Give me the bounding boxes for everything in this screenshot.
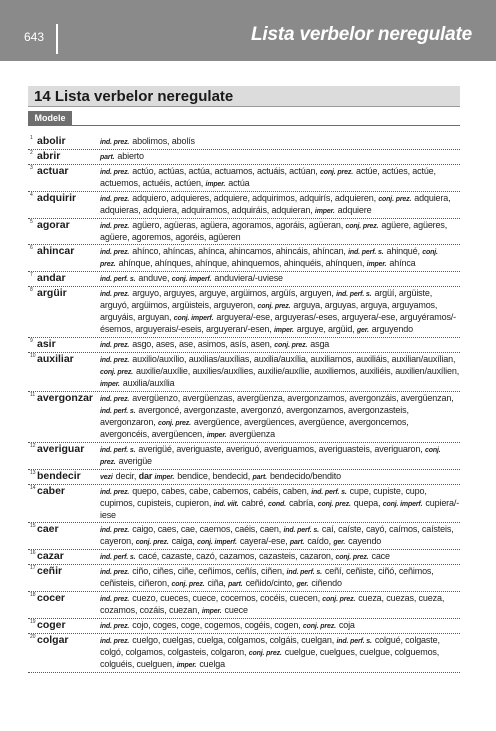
tense-tag: conj. prez. <box>135 539 169 546</box>
verb-entry <box>28 565 460 592</box>
verb-headword: caber <box>37 485 66 497</box>
conjugated-forms: actúo, actúas, actúa, actuamos, actuáis, actúan, <box>132 166 318 176</box>
conjugated-forms: ahínque, ahínques, ahínque, ahinquemos, ahinquéis, ahínquen, <box>118 258 365 268</box>
conjugated-forms: ceñido/cinto, <box>245 578 295 588</box>
conjugated-forms: avergüenzo, avergüenzas, avergüenza, avergonzamos, avergonzáis, avergüenzan, <box>132 393 454 403</box>
entry-number: 18 <box>30 592 36 598</box>
verb-forms <box>100 471 460 483</box>
entry-number: 9 <box>30 338 33 344</box>
conjugated-forms: auxilia/auxília <box>122 378 175 388</box>
tense-tag: ind. prez. <box>100 569 130 576</box>
form-segment <box>100 220 343 230</box>
verb-list <box>28 135 460 673</box>
conjugated-forms: ciñendo <box>311 578 342 588</box>
form-segment <box>133 536 194 546</box>
form-segment <box>100 193 376 203</box>
conjugated-forms: ahínco, ahíncas, ahínca, ahincamos, ahincáis, ahíncan, <box>132 246 346 256</box>
tense-tag: conj. prez. <box>248 650 282 657</box>
verb-entry <box>28 485 460 523</box>
page-header <box>0 0 496 61</box>
conjugated-forms: cuelgo, cuelgas, cuelga, colgamos, colgáis, cuelgan, <box>132 635 335 645</box>
entry-number: 7 <box>30 272 33 278</box>
verb-entry <box>28 287 460 338</box>
verb-headword: ahincar <box>37 245 75 257</box>
tense-tag: conj. prez. <box>100 447 441 466</box>
verb-headword: cazar <box>37 550 64 562</box>
conjugated-forms: cojo, coges, coge, cogemos, cogéis, cogen, <box>132 620 301 630</box>
verb-entry <box>28 135 460 150</box>
conjugated-forms: auxilie/auxílie, auxilies/auxílies, auxilie/auxílie, auxiliemos, auxiliéis, auxilien/auxílien, <box>135 366 460 376</box>
form-segment <box>100 551 333 561</box>
conjugated-forms: actúe, actúes, actúe, actuemos, actuéis, actúen, <box>100 166 436 188</box>
conjugated-forms: anduve, <box>138 273 170 283</box>
verb-forms <box>100 193 460 217</box>
header-divider <box>56 24 58 54</box>
verb-forms <box>100 151 460 163</box>
tense-tag: ind. prez. <box>100 396 130 403</box>
verb-entry <box>28 523 460 550</box>
verb-entry <box>28 165 460 192</box>
conjugated-forms: caigo, caes, cae, caemos, caéis, caen, <box>132 524 282 534</box>
tense-tag: conj. prez. <box>335 554 369 561</box>
verb-headword: abrir <box>37 150 61 162</box>
verb-entry <box>28 470 460 485</box>
tense-tag: conj. prez. <box>274 342 308 349</box>
verb-forms <box>100 166 460 190</box>
form-segment <box>169 273 283 283</box>
verb-forms <box>100 339 460 351</box>
conjugated-forms: cabré, <box>241 498 266 508</box>
conjugated-forms: quepa, <box>353 498 381 508</box>
verb-entry <box>28 353 460 392</box>
form-segment <box>250 471 341 481</box>
conjugated-forms: cacé, cazaste, cazó, cazamos, cazasteis, cazaron, <box>138 551 334 561</box>
conjugated-forms: adquiero, adquieres, adquiere, adquirimos, adquirís, adquieren, <box>132 193 376 203</box>
conjugated-forms: argüí, argüiste, arguyó, argüimos, argüisteis, arguyeron, <box>100 288 433 310</box>
form-segment <box>315 498 380 508</box>
verb-headword: auxiliar <box>37 353 74 365</box>
verb-entry <box>28 272 460 287</box>
verb-forms <box>100 486 460 521</box>
tense-tag: imper. <box>201 608 222 615</box>
tense-tag: ind. prez. <box>100 596 130 603</box>
conjugated-forms: auxilio/auxílio, auxilias/auxílias, auxilia/auxília, auxiliamos, auxiliáis, auxilian/auxílian, <box>132 354 456 364</box>
form-segment <box>100 339 272 349</box>
entry-number: 2 <box>30 150 33 156</box>
tense-tag: ind. prez. <box>100 291 130 298</box>
tense-tag: ger. <box>356 327 369 334</box>
verb-forms <box>100 551 460 563</box>
tense-tag: part. <box>100 154 115 161</box>
form-segment <box>195 536 288 546</box>
tense-tag: vezi <box>100 474 113 481</box>
form-segment <box>100 620 301 630</box>
tense-tag: ind. perf. s. <box>348 249 384 256</box>
conjugated-forms: cace <box>371 551 390 561</box>
tense-tag: imper. <box>274 327 294 334</box>
verb-forms <box>100 136 460 148</box>
conjugated-forms: arguyera/-ese, arguyeras/-eses, arguyera/-ese, arguyéramos/-ésemos, arguyerais/-eseis, arguyeran/-esen, <box>100 312 456 334</box>
conjugated-forms: averigüé, averiguaste, averiguó, averiguamos, averiguasteis, averiguaron, <box>138 444 423 454</box>
verb-forms <box>100 593 460 617</box>
conjugated-forms: agüere, agüeres, agüere, agoremos, agoréis, agüeren <box>100 220 448 242</box>
entry-number: 19 <box>30 619 36 625</box>
tense-tag: conj. prez. <box>320 169 353 176</box>
form-segment <box>100 166 318 176</box>
verb-headword: andar <box>37 272 66 284</box>
tense-tag: ind. prez. <box>100 489 130 496</box>
form-segment <box>100 444 423 454</box>
verb-headword: avergonzar <box>37 392 94 404</box>
conjugated-forms: colgué, colgaste, colgó, colgamos, colgasteis, colgaron, <box>100 635 440 657</box>
conjugated-forms: avergoncé, avergonzaste, avergonzó, avergonzamos, avergonzasteis, avergonzaron, <box>100 405 409 427</box>
entry-number: 12 <box>30 443 36 449</box>
verb-forms <box>100 288 460 336</box>
form-segment <box>100 635 334 645</box>
tense-tag: part. <box>289 539 305 546</box>
conjugated-forms: decir, <box>115 471 137 481</box>
tense-tag: conj. prez. <box>171 581 205 588</box>
form-segment <box>100 366 459 376</box>
conjugated-forms: arguyo, arguyes, arguye, argüimos, argüís, arguyen, <box>132 288 334 298</box>
tense-tag: conj. prez. <box>157 420 191 427</box>
conjugated-forms: avergüenza <box>229 429 275 439</box>
tense-tag: part. <box>228 581 243 588</box>
form-segment <box>199 605 247 615</box>
form-segment <box>364 258 415 268</box>
verb-entry <box>28 150 460 165</box>
verb-headword: caer <box>37 523 59 535</box>
form-segment <box>266 498 316 508</box>
form-segment <box>169 578 226 588</box>
form-segment <box>100 288 334 298</box>
form-segment <box>174 659 225 669</box>
form-segment <box>100 378 175 388</box>
form-segment <box>203 178 249 188</box>
verb-forms <box>100 635 460 671</box>
entry-number: 14 <box>30 485 36 491</box>
conjugated-forms: ciña, <box>207 578 226 588</box>
conjugated-forms: abierto <box>117 151 144 161</box>
conjugated-forms: averigüe <box>118 456 152 466</box>
conjugated-forms: asga <box>310 339 330 349</box>
entry-number: 10 <box>30 353 36 359</box>
conjugated-forms: cayendo <box>348 536 382 546</box>
form-segment <box>355 324 413 334</box>
form-segment <box>204 429 275 439</box>
tense-tag: ind. perf. s. <box>336 638 372 645</box>
verb-forms <box>100 273 460 285</box>
tense-tag: conj. imperf. <box>382 501 423 508</box>
verb-forms <box>100 354 460 390</box>
entry-number: 15 <box>30 523 36 529</box>
form-segment <box>272 339 329 349</box>
verb-headword: agorar <box>37 219 70 231</box>
form-segment <box>100 486 309 496</box>
verb-entry <box>28 392 460 443</box>
conjugated-forms: coja <box>338 620 355 630</box>
conjugated-forms: cuezo, cueces, cuece, cocemos, cocéis, cuecen, <box>132 593 320 603</box>
tense-tag: conj. prez. <box>317 501 351 508</box>
entry-number: 5 <box>30 219 33 225</box>
tense-tag: conj. prez. <box>345 223 379 230</box>
form-segment <box>331 536 381 546</box>
tense-tag: ind. perf. s. <box>286 569 322 576</box>
verb-forms <box>100 444 460 468</box>
modele-label: Modele <box>28 111 72 125</box>
conjugated-forms: ahinqué, <box>386 246 420 256</box>
form-segment <box>100 354 455 364</box>
entry-number: 1 <box>30 135 33 141</box>
verb-forms <box>100 246 460 270</box>
conjugated-forms: cayera/-ese, <box>239 536 288 546</box>
tense-tag: ind. perf. s. <box>336 291 372 298</box>
verb-headword: bendecir <box>37 470 81 482</box>
verb-headword: cocer <box>37 592 66 604</box>
verb-entry <box>28 338 460 353</box>
tense-tag: imper. <box>205 181 226 188</box>
tense-tag: imper. <box>176 662 197 669</box>
tense-tag: ger. <box>296 581 309 588</box>
verb-headword: actuar <box>37 165 69 177</box>
verb-forms <box>100 393 460 441</box>
conjugated-forms: bendecido/bendito <box>269 471 341 481</box>
conjugated-forms: ahínca <box>389 258 416 268</box>
conjugated-forms: arguye, argüid, <box>296 324 355 334</box>
tense-tag: ind. prez. <box>100 249 130 256</box>
conjugated-forms: quepo, cabes, cabe, cabemos, cabéis, caben, <box>132 486 309 496</box>
conjugated-forms: cabría, <box>288 498 316 508</box>
tense-tag: conj. imperf. <box>197 539 237 546</box>
entry-number: 8 <box>30 287 33 293</box>
verb-entry <box>28 550 460 565</box>
tense-tag: imper. <box>206 432 227 439</box>
form-segment <box>333 551 390 561</box>
form-segment <box>288 536 331 546</box>
tense-tag: cond. <box>268 501 286 508</box>
tense-tag: ger. <box>333 539 346 546</box>
tense-tag: conj. prez. <box>100 369 133 376</box>
form-segment <box>100 246 346 256</box>
tense-tag: ind. prez. <box>100 638 130 645</box>
verb-headword: asir <box>37 338 56 350</box>
verb-entry <box>28 443 460 470</box>
form-segment <box>346 246 420 256</box>
verb-entry <box>28 192 460 219</box>
tense-tag: conj. prez. <box>100 249 438 268</box>
form-segment <box>301 620 355 630</box>
tense-tag: conj. imperf. <box>173 315 214 322</box>
form-segment <box>136 471 152 481</box>
conjugated-forms: caiga, <box>171 536 195 546</box>
form-segment <box>211 498 265 508</box>
conjugated-forms: agüero, agüeras, agüera, agoramos, agoráis, agüeran, <box>132 220 344 230</box>
tense-tag: ind. perf. s. <box>100 447 136 454</box>
tense-tag: ind. prez. <box>100 139 130 146</box>
conjugated-forms: adquiere <box>337 205 372 215</box>
tense-tag: imper. <box>314 208 335 215</box>
tense-tag: conj. prez. <box>378 196 412 203</box>
verb-entry <box>28 619 460 634</box>
form-segment <box>100 524 281 534</box>
tense-tag: part. <box>252 474 267 481</box>
verb-headword: averiguar <box>37 443 85 455</box>
entry-number: 17 <box>30 565 36 571</box>
conjugated-forms: avergüence, avergüences, avergüence, avergoncemos, avergoncéis, avergüencen, <box>100 417 409 439</box>
conjugated-forms: ciño, ciñes, ciñe, ceñimos, ceñís, ciñen, <box>132 566 285 576</box>
tense-tag: ind. prez. <box>100 527 130 534</box>
entry-number: 16 <box>30 550 36 556</box>
verb-forms <box>100 620 460 632</box>
verb-entry <box>28 245 460 272</box>
verb-forms <box>100 566 460 590</box>
conjugated-forms: cupiera/-iese <box>100 498 460 520</box>
tense-tag: ind. perf. s. <box>311 489 347 496</box>
entry-number: 13 <box>30 470 36 476</box>
verb-headword: adquirir <box>37 192 77 204</box>
entry-number: 4 <box>30 192 33 198</box>
conjugated-forms: caído, <box>307 536 331 546</box>
conjugated-forms: cuelga <box>199 659 225 669</box>
form-segment <box>100 471 136 481</box>
form-segment <box>100 393 454 403</box>
entry-number: 20 <box>30 634 36 640</box>
verb-headword: abolir <box>37 135 66 147</box>
form-segment <box>100 593 320 603</box>
form-segment <box>152 471 250 481</box>
modele-rule <box>28 125 460 126</box>
tense-tag: ind. prez. <box>100 196 130 203</box>
conjugated-forms: arguyendo <box>371 324 413 334</box>
conjugated-forms: dar <box>138 471 153 481</box>
tense-tag: conj. imperf. <box>171 276 212 283</box>
verb-entry <box>28 634 460 673</box>
conjugated-forms: bendice, bendecid, <box>177 471 251 481</box>
tense-tag: ind. perf. s. <box>283 527 319 534</box>
conjugated-forms: ceñí, ceñiste, ciñó, ceñimos, ceñisteis, ciñeron, <box>100 566 434 588</box>
verb-headword: coger <box>37 619 66 631</box>
tense-tag: conj. prez. <box>257 303 291 310</box>
tense-tag: ind. perf. s. <box>100 554 136 561</box>
entry-number: 3 <box>30 165 33 171</box>
tense-tag: imper. <box>154 474 175 481</box>
conjugated-forms: caí, caíste, cayó, caímos, caísteis, cayeron, <box>100 524 454 546</box>
form-segment <box>294 578 342 588</box>
form-segment <box>272 324 355 334</box>
conjugated-forms: abolimos, abolís <box>132 136 195 146</box>
conjugated-forms: cupe, cupiste, cupo, cupimos, cupisteis, cupieron, <box>100 486 427 508</box>
verb-forms <box>100 220 460 243</box>
tense-tag: ind. prez. <box>100 223 130 230</box>
verb-headword: colgar <box>37 634 69 646</box>
form-segment <box>100 273 169 283</box>
form-segment <box>313 205 372 215</box>
conjugated-forms: cuece <box>224 605 248 615</box>
tense-tag: ind. prez. <box>100 623 130 630</box>
verb-forms <box>100 524 460 548</box>
form-segment <box>100 136 195 146</box>
tense-tag: ind. prez. <box>100 342 130 349</box>
tense-tag: ind. perf. s. <box>100 276 136 283</box>
page-number: 643 <box>24 30 45 44</box>
verb-entry <box>28 592 460 619</box>
entry-number: 6 <box>30 245 33 251</box>
conjugated-forms: asgo, ases, ase, asimos, asís, asen, <box>132 339 272 349</box>
tense-tag: ind. prez. <box>100 169 130 176</box>
tense-tag: imper. <box>366 261 387 268</box>
conjugated-forms: cueza, cuezas, cueza, cozamos, cozáis, cuezan, <box>100 593 445 615</box>
tense-tag: imper. <box>100 381 120 388</box>
tense-tag: ind. perf. s. <box>100 408 136 415</box>
verb-headword: argüir <box>37 287 67 299</box>
conjugated-forms: actúa <box>228 178 250 188</box>
header-title: Lista verbelor neregulate <box>251 24 472 45</box>
conjugated-forms: cuelgue, cuelgues, cuelgue, colguemos, colguéis, cuelguen, <box>100 647 440 669</box>
form-segment <box>100 151 144 161</box>
section-title: 14 Lista verbelor neregulate <box>28 86 460 107</box>
tense-tag: conj. prez. <box>322 596 356 603</box>
verb-headword: ceñir <box>37 565 63 577</box>
form-segment <box>100 566 284 576</box>
entry-number: 11 <box>30 392 36 398</box>
conjugated-forms: arguya, arguyas, arguya, arguyamos, arguyáis, arguyan, <box>100 300 438 322</box>
tense-tag: ind. viit. <box>213 501 239 508</box>
verb-entry <box>28 219 460 245</box>
form-segment <box>226 578 294 588</box>
conjugated-forms: anduviera/-uviese <box>214 273 283 283</box>
tense-tag: conj. prez. <box>302 623 336 630</box>
tense-tag: ind. prez. <box>100 357 130 364</box>
conjugated-forms: adquiera, adquieras, adquiera, adquiramos, adquiráis, adquieran, <box>100 193 451 215</box>
